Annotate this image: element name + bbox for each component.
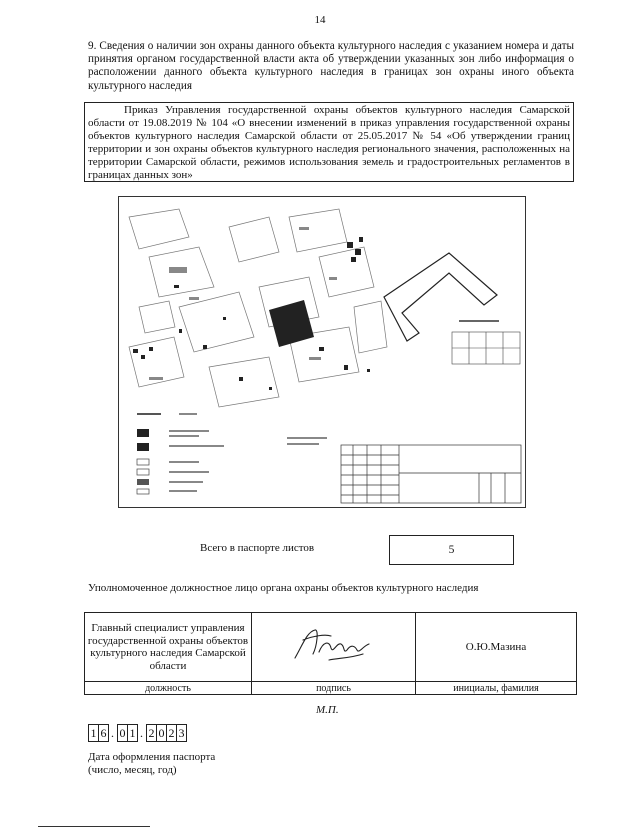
date-digit: 1 [127,724,138,742]
date-caption [88,751,215,777]
section-heading: 9. Сведения о наличии зон охраны данного объекта культурного наследия с указанием номера и даты принятия органом государственной власти акта об утверждении указанных зон либо информация о расположении данного объекта культурного наследия в границах зон охраны иного объекта культурного наследия [88,40,574,92]
zone-map-image [118,196,526,508]
date-boxes [88,722,186,742]
signature-table [84,612,577,695]
order-text-box: Приказ Управления государственной охраны объектов культурного наследия Самарской области от 19.08.2019 № 104 «О внесении изменений в приказ управления государственной охраны объектов культурного наследия Самарской области от 25.05.2017 № 54 «Об утверждении границ территории и зон охраны объектов культурного наследия регионального значения, расположенных на территории Самарской области, режимов использования земель и градостроительных регламентов в границах данных зон» [84,102,574,182]
handwritten-signature [289,624,379,668]
map-drawing [119,197,525,507]
date-digit: 2 [146,724,157,742]
sheets-count-value: 5 [389,535,514,565]
name-cell: О.Ю.Мазина [416,613,577,682]
position-cell: Главный специалист управления государственной охраны объектов культурного наследия Самарской области [85,613,252,682]
stamp-mark: М.П. [316,704,339,716]
date-separator: . [140,726,143,740]
date-digit: 0 [156,724,167,742]
date-digit: 1 [88,724,99,742]
date-caption-line: (число, месяц, год) [88,764,177,776]
sheets-count-label: Всего в паспорте листов [200,542,315,554]
date-digit: 2 [166,724,177,742]
date-caption-line: Дата оформления паспорта [88,751,216,763]
date-digit: 0 [117,724,128,742]
name-caption: инициалы, фамилия [416,682,577,695]
signature-caption: подпись [252,682,416,695]
official-heading: Уполномоченное должностное лицо органа охраны объектов культурного наследия [88,582,479,594]
date-separator: . [111,726,114,740]
page-number: 14 [314,14,326,26]
date-digit: 6 [98,724,109,742]
footnote-rule [38,826,150,827]
position-caption: должность [85,682,252,695]
signature-cell [252,613,416,682]
date-digit: 3 [176,724,187,742]
